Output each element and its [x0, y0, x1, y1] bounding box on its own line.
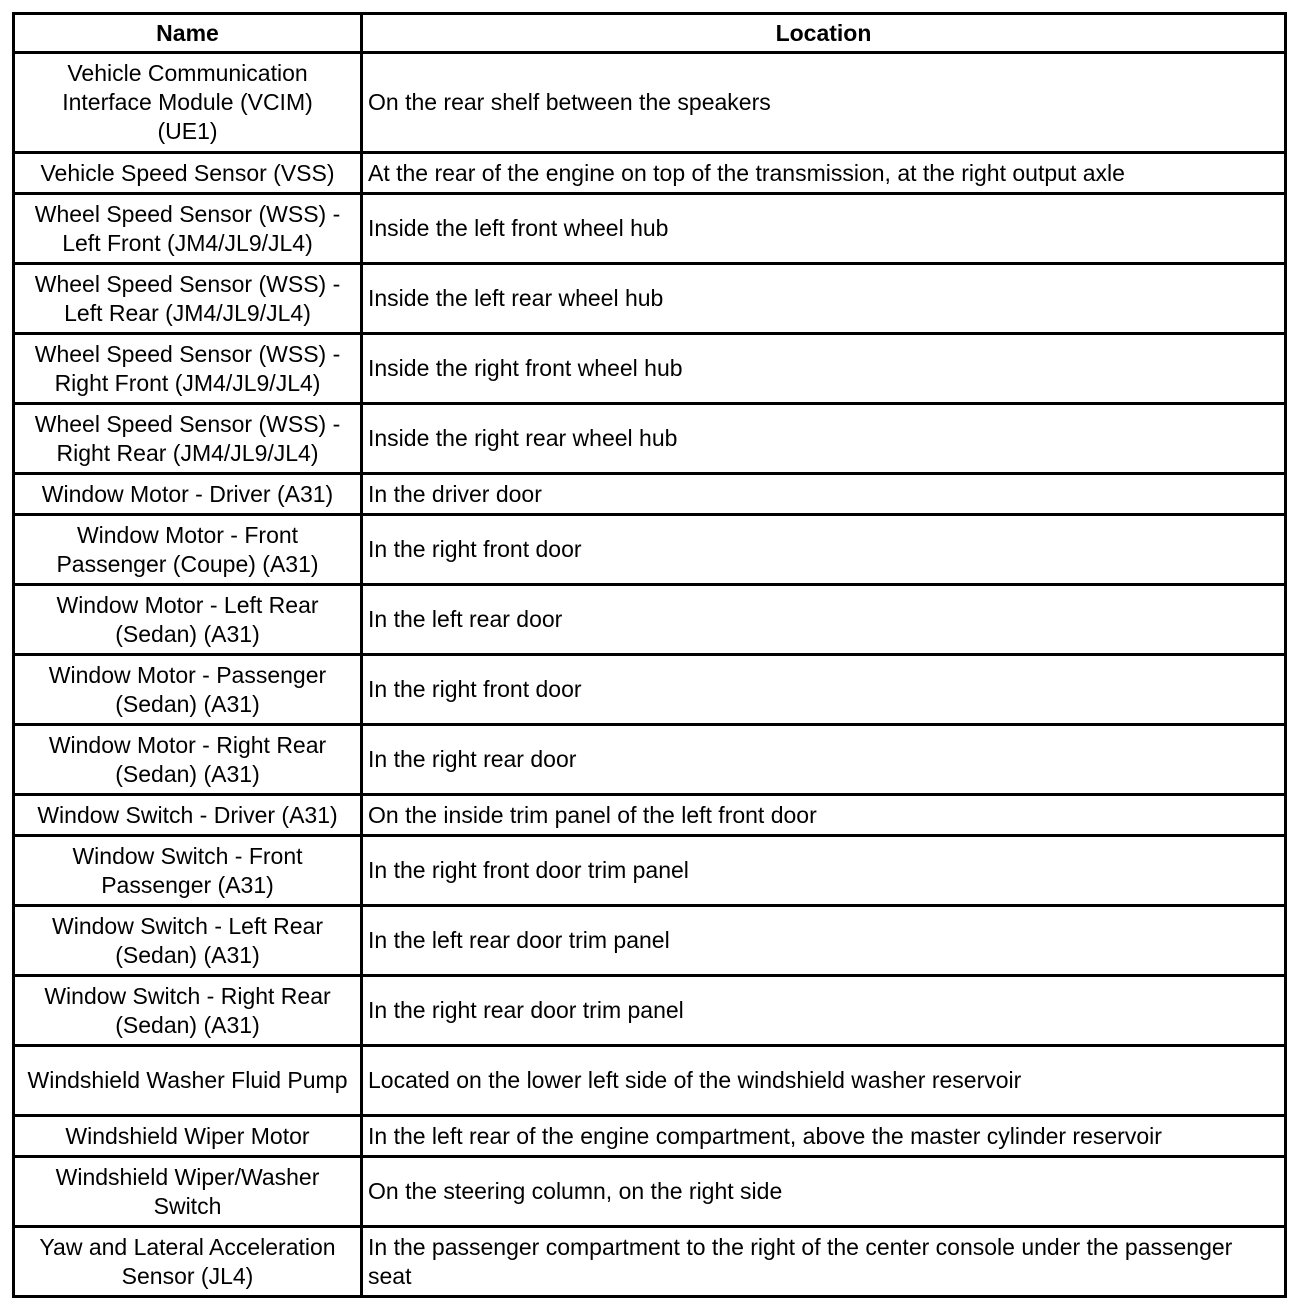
table-row — [14, 404, 1286, 474]
component-location: In the driver door — [362, 474, 1286, 515]
component-location: In the passenger compartment to the right of the center console under the passenger seat — [362, 1227, 1286, 1297]
component-name: Window Motor - Front Passenger (Coupe) (A31) — [14, 515, 362, 585]
table-row — [14, 264, 1286, 334]
table-row — [14, 1046, 1286, 1116]
component-name: Windshield Wiper/Washer Switch — [14, 1157, 362, 1227]
component-location: On the rear shelf between the speakers — [362, 53, 1286, 153]
component-location: At the rear of the engine on top of the transmission, at the right output axle — [362, 153, 1286, 194]
component-name: Window Motor - Left Rear (Sedan) (A31) — [14, 585, 362, 655]
component-name: Yaw and Lateral Acceleration Sensor (JL4) — [14, 1227, 362, 1297]
component-location: On the steering column, on the right side — [362, 1157, 1286, 1227]
component-name: Vehicle Speed Sensor (VSS) — [14, 153, 362, 194]
component-location: Inside the right rear wheel hub — [362, 404, 1286, 474]
table-row — [14, 1157, 1286, 1227]
table-row — [14, 1227, 1286, 1297]
component-name: Wheel Speed Sensor (WSS) - Right Front (JM4/JL9/JL4) — [14, 334, 362, 404]
component-name: Window Switch - Driver (A31) — [14, 795, 362, 836]
component-name: Wheel Speed Sensor (WSS) - Left Front (JM4/JL9/JL4) — [14, 194, 362, 264]
table-row — [14, 53, 1286, 153]
name-column-header: Name — [14, 14, 362, 53]
component-location: In the right front door — [362, 655, 1286, 725]
component-location: In the left rear door — [362, 585, 1286, 655]
component-location: Located on the lower left side of the windshield washer reservoir — [362, 1046, 1286, 1116]
component-location: In the left rear door trim panel — [362, 906, 1286, 976]
table-row — [14, 515, 1286, 585]
component-name: Windshield Washer Fluid Pump — [14, 1046, 362, 1116]
table-row — [14, 194, 1286, 264]
component-location: Inside the right front wheel hub — [362, 334, 1286, 404]
component-name: Window Switch - Right Rear (Sedan) (A31) — [14, 976, 362, 1046]
component-location: In the right rear door — [362, 725, 1286, 795]
component-name: Window Motor - Right Rear (Sedan) (A31) — [14, 725, 362, 795]
table-row — [14, 795, 1286, 836]
component-name: Window Motor - Driver (A31) — [14, 474, 362, 515]
component-location: In the left rear of the engine compartment, above the master cylinder reservoir — [362, 1116, 1286, 1157]
table-body — [14, 53, 1286, 1297]
component-name: Window Switch - Left Rear (Sedan) (A31) — [14, 906, 362, 976]
component-name: Window Motor - Passenger (Sedan) (A31) — [14, 655, 362, 725]
component-name: Window Switch - Front Passenger (A31) — [14, 836, 362, 906]
component-location: On the inside trim panel of the left front door — [362, 795, 1286, 836]
table-row — [14, 1116, 1286, 1157]
component-location: Inside the left front wheel hub — [362, 194, 1286, 264]
table-header — [14, 14, 1286, 53]
table-row — [14, 836, 1286, 906]
table-row — [14, 906, 1286, 976]
component-name: Wheel Speed Sensor (WSS) - Right Rear (JM4/JL9/JL4) — [14, 404, 362, 474]
table-row — [14, 585, 1286, 655]
table-row — [14, 334, 1286, 404]
table-row — [14, 153, 1286, 194]
component-name: Wheel Speed Sensor (WSS) - Left Rear (JM4/JL9/JL4) — [14, 264, 362, 334]
header-row — [14, 14, 1286, 53]
component-location-table — [12, 12, 1287, 1298]
table-row — [14, 725, 1286, 795]
component-name: Windshield Wiper Motor — [14, 1116, 362, 1157]
component-location: In the right front door — [362, 515, 1286, 585]
table-row — [14, 474, 1286, 515]
component-location: In the right front door trim panel — [362, 836, 1286, 906]
component-name: Vehicle Communication Interface Module (VCIM) (UE1) — [14, 53, 362, 153]
location-column-header: Location — [362, 14, 1286, 53]
component-location: Inside the left rear wheel hub — [362, 264, 1286, 334]
table-row — [14, 655, 1286, 725]
table-row — [14, 976, 1286, 1046]
component-location: In the right rear door trim panel — [362, 976, 1286, 1046]
